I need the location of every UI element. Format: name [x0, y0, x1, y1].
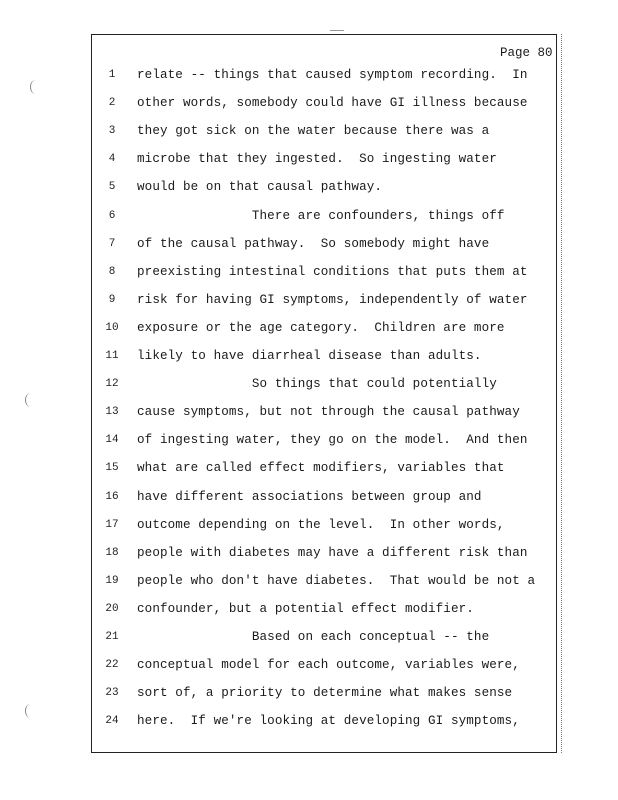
transcript-line: of the causal pathway. So somebody might have [137, 236, 490, 251]
transcript-line: microbe that they ingested. So ingesting water [137, 152, 497, 167]
line-number: 17 [105, 518, 119, 531]
page-border [91, 34, 557, 753]
transcript-line: here. If we're looking at developing GI symptoms, [137, 714, 520, 729]
line-number: 16 [105, 490, 119, 503]
line-number: 20 [105, 602, 119, 615]
transcript-line: risk for having GI symptoms, independently of water [137, 292, 528, 307]
line-number: 24 [105, 715, 119, 728]
line-number: 23 [105, 687, 119, 700]
line-number: 2 [108, 97, 116, 110]
line-number: 1 [108, 69, 116, 81]
transcript-line: of ingesting water, they go on the model. And then [137, 433, 528, 448]
transcript-line: people who don't have diabetes. That would be not a [137, 573, 536, 588]
transcript-line: preexisting intestinal conditions that puts them at [137, 264, 528, 279]
transcript-line: what are called effect modifiers, variables that [137, 461, 505, 476]
transcript-line: have different associations between group and [137, 489, 482, 504]
line-number: 15 [105, 462, 119, 475]
punch-hole-mark [25, 393, 36, 407]
transcript-line: outcome depending on the level. In other words, [137, 517, 505, 532]
page-number: Page 80 [500, 46, 553, 60]
punch-hole-mark [25, 704, 36, 718]
line-number: 13 [105, 406, 119, 419]
line-number: 18 [105, 546, 119, 559]
transcript-line: other words, somebody could have GI illness because [137, 96, 528, 111]
line-number: 3 [108, 125, 116, 138]
line-number: 9 [108, 293, 116, 306]
transcript-line: would be on that causal pathway. [137, 180, 383, 195]
line-number: 5 [108, 181, 116, 194]
page-right-edge [559, 34, 562, 753]
line-number: 22 [105, 659, 119, 672]
transcript-line: There are confounders, things off [137, 208, 505, 223]
transcript-line: cause symptoms, but not through the causal pathway [137, 405, 520, 420]
transcript-line: sort of, a priority to determine what makes sense [137, 686, 513, 701]
line-number: 21 [105, 631, 119, 643]
transcript-line: So things that could potentially [137, 377, 497, 392]
line-number: 12 [105, 378, 119, 391]
transcript-line: people with diabetes may have a different risk than [137, 545, 528, 560]
line-number: 14 [105, 434, 119, 447]
line-number: 11 [105, 350, 119, 362]
transcript-line: relate -- things that caused symptom recording. In [137, 68, 528, 82]
transcript-line: likely to have diarrheal disease than adults. [137, 349, 482, 363]
line-number: 10 [105, 321, 119, 334]
transcript-line: confounder, but a potential effect modifier. [137, 601, 474, 616]
transcript-line: exposure or the age category. Children are more [137, 320, 505, 335]
punch-hole-mark [30, 80, 41, 94]
transcript-line: conceptual model for each outcome, variables were, [137, 658, 520, 673]
line-number: 8 [108, 265, 116, 278]
line-number: 6 [108, 209, 116, 222]
line-number: 19 [105, 574, 119, 587]
transcript-line: Based on each conceptual -- the [137, 630, 490, 644]
line-number: 4 [108, 153, 116, 166]
transcript-line: they got sick on the water because there was a [137, 124, 490, 139]
line-number: 7 [108, 237, 116, 250]
scan-speck [330, 30, 344, 34]
